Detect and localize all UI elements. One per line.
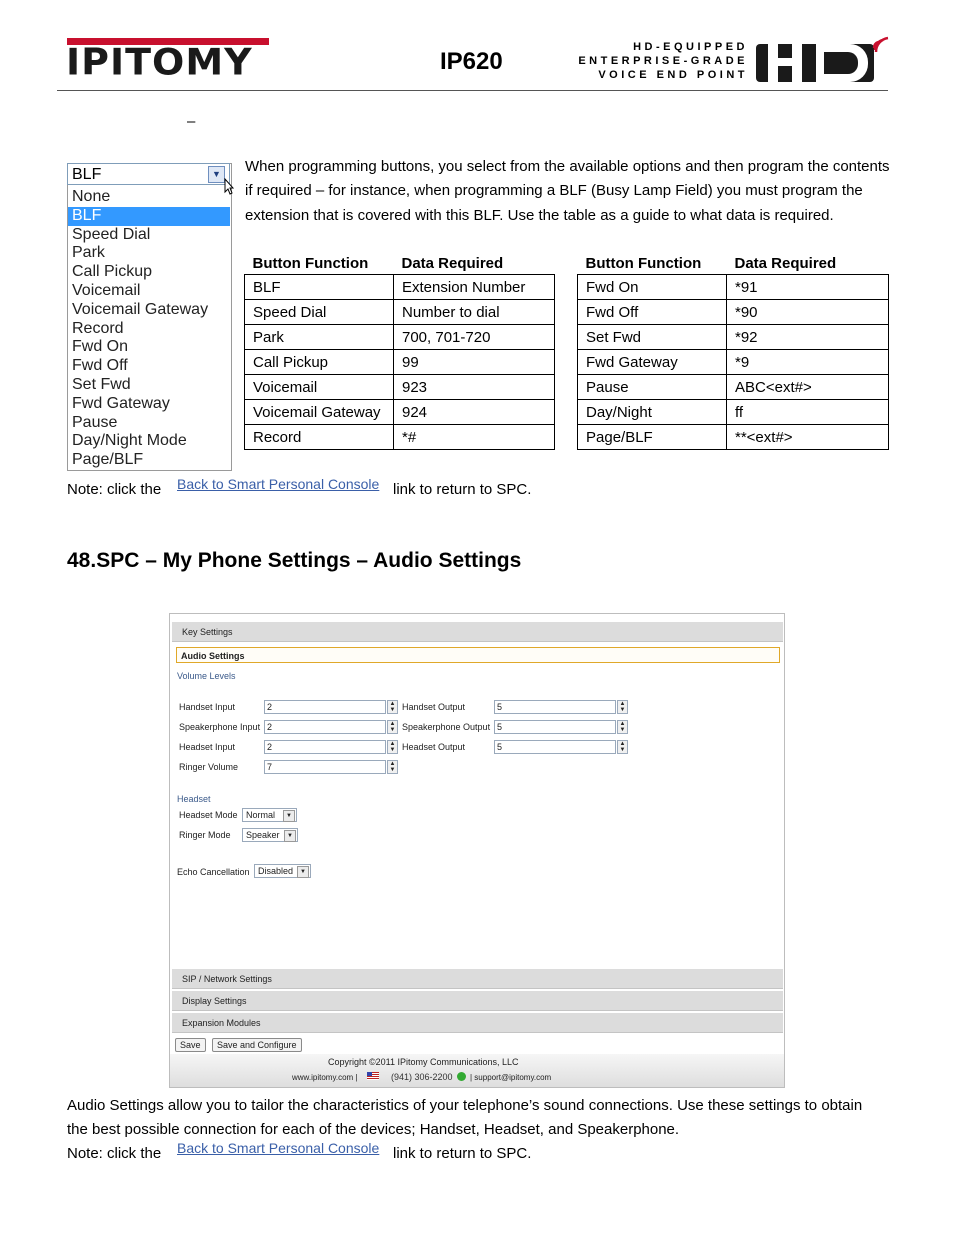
col-header: Data Required xyxy=(734,254,837,272)
audio-settings-screenshot xyxy=(169,613,785,1088)
save-and-configure-button[interactable]: Save and Configure xyxy=(212,1038,302,1052)
closing-paragraph: Audio Settings allow you to tailor the characteristics of your telephone’s sound connections. Use these settings to obtain the best possible connection for each of the devices; Handset, Headset, and Speakerphone. xyxy=(67,1097,863,1139)
col-header: Data Required xyxy=(401,254,504,272)
copyright-text: Copyright ©2011 IPitomy Communications, LLC xyxy=(328,1057,519,1067)
back-to-spc-link[interactable]: Back to Smart Personal Console xyxy=(177,476,380,492)
table-row xyxy=(578,350,889,375)
headset-input-label: Headset Input xyxy=(179,742,236,752)
tab-key-settings[interactable]: Key Settings xyxy=(172,622,783,642)
headset-mode-select[interactable] xyxy=(242,808,297,822)
table-cell: *90 xyxy=(727,300,889,325)
ringer-volume-label: Ringer Volume xyxy=(179,762,239,772)
tab-expansion-modules[interactable]: Expansion Modules xyxy=(172,1013,783,1033)
tagline-line-1: HD-EQUIPPED xyxy=(633,41,748,53)
dropdown-option[interactable]: Voicemail xyxy=(72,281,141,299)
table-row xyxy=(578,325,889,350)
tab-audio-settings[interactable]: Audio Settings xyxy=(176,647,780,663)
tagline-line-3: VOICE END POINT xyxy=(598,69,748,81)
footer-website[interactable]: www.ipitomy.com | xyxy=(292,1073,358,1082)
heading-fragment: – xyxy=(187,113,196,130)
handset-input-spinner[interactable]: ▲ ▼ xyxy=(387,700,398,714)
handset-input-label: Handset Input xyxy=(179,702,236,712)
table-cell: Extension Number xyxy=(394,275,555,300)
handset-input-field[interactable]: 2 xyxy=(264,700,386,714)
table-row xyxy=(578,275,889,300)
table-cell: Call Pickup xyxy=(245,350,394,375)
table-cell: Record xyxy=(245,425,394,450)
speakerphone-input-field[interactable]: 2 xyxy=(264,720,386,734)
chevron-down-icon: ▼ xyxy=(297,866,309,878)
ringer-mode-label: Ringer Mode xyxy=(179,830,231,840)
handset-output-label: Handset Output xyxy=(402,702,466,712)
headset-mode-label: Headset Mode xyxy=(179,810,238,820)
footer-email[interactable]: | support@ipitomy.com xyxy=(470,1073,552,1082)
button-data-table-left xyxy=(244,252,555,450)
table-cell: ff xyxy=(727,400,889,425)
dropdown-options-list xyxy=(68,188,230,470)
headset-output-spinner[interactable]: ▲ ▼ xyxy=(617,740,628,754)
dropdown-option[interactable]: Day/Night Mode xyxy=(72,432,187,450)
dropdown-arrow-icon: ▼ xyxy=(208,166,225,183)
table-row xyxy=(245,350,555,375)
dropdown-option[interactable]: BLF xyxy=(68,207,230,226)
volume-levels-title: Volume Levels xyxy=(177,671,236,681)
table-cell: Voicemail Gateway xyxy=(245,400,394,425)
table-cell: *9 xyxy=(727,350,889,375)
ringer-volume-spinner[interactable]: ▲ ▼ xyxy=(387,760,398,774)
headset-mode-value: Normal xyxy=(246,810,276,820)
dropdown-option[interactable]: Call Pickup xyxy=(72,263,153,281)
table-cell: Day/Night xyxy=(578,400,727,425)
section-heading: 48.SPC – My Phone Settings – Audio Settings xyxy=(67,549,522,572)
table-cell: 924 xyxy=(394,400,555,425)
speakerphone-input-spinner[interactable]: ▲ ▼ xyxy=(387,720,398,734)
echo-cancellation-label: Echo Cancellation xyxy=(177,867,250,877)
hd-logo-icon xyxy=(754,36,890,86)
table-row xyxy=(245,275,555,300)
call-icon xyxy=(457,1072,466,1081)
dropdown-option[interactable]: Pause xyxy=(72,413,118,431)
note-suffix: link to return to SPC. xyxy=(393,481,532,498)
screenshot-footer xyxy=(170,1054,784,1087)
dropdown-option[interactable]: Record xyxy=(72,319,124,337)
headset-input-field[interactable]: 2 xyxy=(264,740,386,754)
table-cell: *# xyxy=(394,425,555,450)
ipitomy-logo: IPITOMY xyxy=(66,41,253,83)
speakerphone-input-label: Speakerphone Input xyxy=(179,722,261,732)
table-row xyxy=(578,375,889,400)
headset-output-field[interactable]: 5 xyxy=(494,740,616,754)
table-row xyxy=(245,375,555,400)
us-flag-icon xyxy=(367,1072,379,1080)
dropdown-option[interactable]: Fwd Gateway xyxy=(72,394,170,412)
note-prefix: Note: click the xyxy=(67,1145,162,1162)
dropdown-option[interactable]: Page/BLF xyxy=(72,451,144,469)
button-data-table-right xyxy=(577,252,889,450)
table-cell: Fwd On xyxy=(578,275,727,300)
table-cell: Number to dial xyxy=(394,300,555,325)
intro-paragraph: When programming buttons, you select from the available options and then program the contents if required – for instance, when programming a BLF (Busy Lamp Field) you must program the extension that is covered with this BLF. Use the table as a guide to what data is required. xyxy=(245,158,890,224)
dropdown-option[interactable]: Speed Dial xyxy=(72,225,151,243)
dropdown-option[interactable]: None xyxy=(72,188,111,205)
dropdown-option[interactable]: Voicemail Gateway xyxy=(72,300,209,318)
table-cell: Park xyxy=(245,325,394,350)
echo-cancellation-select[interactable] xyxy=(254,864,311,878)
speakerphone-output-field[interactable]: 5 xyxy=(494,720,616,734)
table-row xyxy=(578,400,889,425)
col-header: Button Function xyxy=(585,254,702,272)
col-header: Button Function xyxy=(252,254,369,272)
speakerphone-output-label: Speakerphone Output xyxy=(402,722,491,732)
headset-input-spinner[interactable]: ▲ ▼ xyxy=(387,740,398,754)
dropdown-option[interactable]: Park xyxy=(72,244,105,262)
headset-section-title: Headset xyxy=(177,794,211,804)
table-cell: Voicemail xyxy=(245,375,394,400)
note-prefix: Note: click the xyxy=(67,481,162,498)
handset-output-field[interactable]: 5 xyxy=(494,700,616,714)
header-rule xyxy=(57,90,888,91)
table-row xyxy=(245,425,555,450)
back-to-spc-link[interactable]: Back to Smart Personal Console xyxy=(177,1140,380,1156)
handset-output-spinner[interactable]: ▲ ▼ xyxy=(617,700,628,714)
table-cell: Fwd Gateway xyxy=(578,350,727,375)
tab-sip-network-settings[interactable]: SIP / Network Settings xyxy=(172,969,783,989)
table-cell: Page/BLF xyxy=(578,425,727,450)
table-row xyxy=(578,300,889,325)
table-cell: Speed Dial xyxy=(245,300,394,325)
dropdown-option[interactable]: Set Fwd xyxy=(72,375,131,393)
dropdown-option[interactable]: Fwd Off xyxy=(72,357,128,375)
model-title: IP620 xyxy=(440,48,503,75)
table-row xyxy=(245,400,555,425)
table-cell: *92 xyxy=(727,325,889,350)
table-cell: *91 xyxy=(727,275,889,300)
table-cell: Set Fwd xyxy=(578,325,727,350)
table-cell: Fwd Off xyxy=(578,300,727,325)
note-suffix: link to return to SPC. xyxy=(393,1145,532,1162)
echo-cancellation-value: Disabled xyxy=(258,866,294,876)
chevron-down-icon: ▼ xyxy=(283,810,295,822)
tagline-line-2: ENTERPRISE-GRADE xyxy=(578,55,748,67)
tab-display-settings[interactable]: Display Settings xyxy=(172,991,783,1011)
table-cell: Pause xyxy=(578,375,727,400)
table-row xyxy=(245,325,555,350)
table-cell: 923 xyxy=(394,375,555,400)
ringer-volume-field[interactable]: 7 xyxy=(264,760,386,774)
table-row xyxy=(578,425,889,450)
chevron-down-icon: ▼ xyxy=(284,830,296,842)
save-button[interactable]: Save xyxy=(175,1038,206,1052)
ringer-mode-value: Speaker xyxy=(246,830,280,840)
dropdown-selected-value: BLF xyxy=(67,163,230,185)
table-cell: BLF xyxy=(245,275,394,300)
speakerphone-output-spinner[interactable]: ▲ ▼ xyxy=(617,720,628,734)
ringer-mode-select[interactable] xyxy=(242,828,298,842)
mouse-cursor-icon xyxy=(224,178,234,196)
table-cell: 700, 701-720 xyxy=(394,325,555,350)
table-cell: **<ext#> xyxy=(727,425,889,450)
table-row xyxy=(245,300,555,325)
footer-phone: (941) 306-2200 xyxy=(391,1072,453,1082)
table-cell: 99 xyxy=(394,350,555,375)
dropdown-option[interactable]: Fwd On xyxy=(72,338,129,356)
table-cell: ABC<ext#> xyxy=(727,375,889,400)
headset-output-label: Headset Output xyxy=(402,742,466,752)
